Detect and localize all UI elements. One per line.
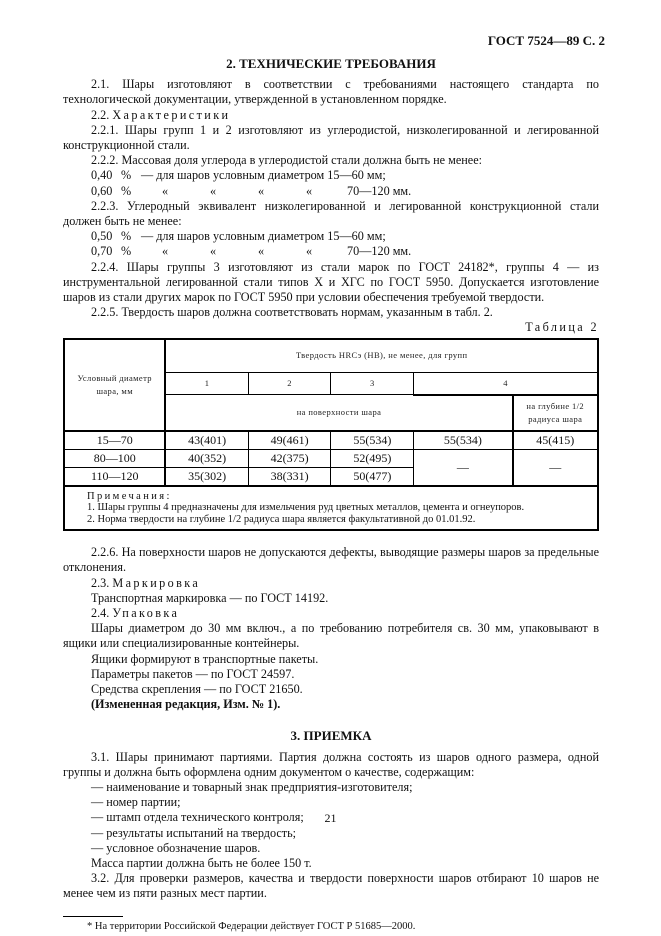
header-group-4: 4	[414, 373, 598, 395]
amendment-note: (Измененная редакция, Изм. № 1).	[91, 697, 281, 712]
subsection-2-2-heading	[63, 108, 599, 123]
table-row: 80—100 40(352) 42(375) 52(495) — —	[64, 449, 598, 467]
note-2: 2. Норма твердости на глубине 1/2 радиуса шара является факультативной до 01.01.92.	[87, 513, 476, 525]
page-number: 21	[324, 811, 337, 825]
list-item: — штамп отдела технического контроля;	[91, 810, 304, 825]
carbon-row-1: 0,40 % — для шаров условным диаметром 15—60 мм;	[91, 168, 386, 183]
subsection-title: Характеристики	[112, 107, 231, 122]
table-row: 15—70 43(401) 49(461) 55(534) 55(534) 45(415)	[64, 431, 598, 450]
header-surface: на поверхности шара	[165, 395, 512, 431]
notes-title: Примечания:	[87, 490, 172, 502]
list-item: — условное обозначение шаров.	[91, 840, 261, 855]
table-caption: Таблица 2	[525, 320, 599, 335]
note-1: 1. Шары группы 4 предназначены для измельчения руд цветных металлов, цемента и огнеупоров.	[87, 502, 525, 514]
paragraph-3-1: 3.1. Шары принимают партиями. Партия должна состоять из шаров одного размера, одной группы и должна быть оформлена одним документом о качестве, содержащим:	[63, 749, 599, 779]
header-group-1: 1	[165, 373, 248, 395]
header-group-3: 3	[331, 373, 414, 395]
paragraph-2-4-boxes: Ящики формируют в транспортные пакеты.	[91, 651, 319, 666]
paragraph-2-4-text: Шары диаметром до 30 мм включ., а по требованию потребителя св. 30 мм, упаковывают в ящики или специализированные контейнеры.	[63, 621, 599, 651]
list-item: — номер партии;	[91, 795, 181, 810]
list-item: — наименование и товарный знак предприятия-изготовителя;	[91, 780, 413, 794]
paragraph-2-1: 2.1. Шары изготовляют в соответствии с требованиями настоящего стандарта по технологической документации, утвержденной в установленном порядке.	[63, 77, 599, 107]
subsection-number: 2.2.	[91, 107, 110, 122]
carbon-row-2: 0,60 % « « « « 70—120 мм.	[91, 183, 412, 198]
document-header: ГОСТ 7524—89 С. 2	[487, 33, 605, 48]
header-depth: на глубине 1/2 радиуса шара	[513, 395, 598, 431]
paragraph-2-2-5: 2.2.5. Твердость шаров должна соответствовать нормам, указанным в табл. 2.	[91, 305, 493, 320]
header-group-2: 2	[248, 373, 331, 395]
paragraph-2-2-3: 2.2.3. Углеродный эквивалент низколегированной и легированной конструкционной стали должен быть не менее:	[63, 198, 599, 229]
equiv-row-1: 0,50 % — для шаров условным диаметром 15—60 мм;	[91, 229, 386, 244]
footnote: * На территории Российской Федерации действует ГОСТ Р 51685—2000.	[87, 920, 416, 932]
page-content	[63, 50, 599, 934]
header-diameter: Условный диаметр шара, мм	[64, 339, 165, 431]
subsection-2-4-heading: 2.4. Упаковка	[91, 605, 180, 620]
section-3-title: 3. ПРИЕМКА	[290, 728, 372, 744]
paragraph-2-4-fasten: Средства скрепления — по ГОСТ 21650.	[91, 681, 303, 696]
hardness-table	[63, 338, 599, 532]
paragraph-2-2-2: 2.2.2. Массовая доля углерода в углеродистой стали должна быть не менее:	[91, 153, 482, 168]
section-2-title: 2. ТЕХНИЧЕСКИЕ ТРЕБОВАНИЯ	[226, 56, 436, 71]
paragraph-3-1-mass: Масса партии должна быть не более 150 т.	[91, 856, 312, 871]
paragraph-2-2-1: 2.2.1. Шары групп 1 и 2 изготовляют из углеродистой, низколегированной и легированной конструкционной стали.	[63, 122, 599, 153]
paragraph-2-4-params: Параметры пакетов — по ГОСТ 24597.	[91, 666, 295, 681]
list-item: — результаты испытаний на твердость;	[91, 825, 297, 840]
table-row: 110—120 35(302) 38(331) 50(477)	[64, 467, 598, 486]
table-notes	[64, 486, 598, 531]
paragraph-2-3-text: Транспортная маркировка — по ГОСТ 14192.	[91, 590, 329, 605]
equiv-row-2: 0,70 % « « « « 70—120 мм.	[91, 244, 412, 259]
header-hardness: Твердость HRCэ (HB), не менее, для групп	[165, 339, 598, 373]
paragraph-2-2-6: 2.2.6. На поверхности шаров не допускаются дефекты, выводящие размеры шаров за предельные отклонения.	[63, 545, 599, 575]
subsection-2-3-heading: 2.3. Маркировка	[91, 575, 201, 590]
footnote-divider	[63, 916, 123, 917]
paragraph-2-2-4: 2.2.4. Шары группы 3 изготовляют из стали марок по ГОСТ 24182*, группы 4 — из инструментальной легированной стали типов Х и ХГС по ГОСТ 5950. Допускается изготовление шаров из стали других марок по ГОСТ 5950 при условии обеспечения требуемой твердости.	[63, 259, 599, 305]
paragraph-3-2: 3.2. Для проверки размеров, качества и твердости поверхности шаров отбирают 10 шаров не менее чем из пяти разных мест партии.	[63, 871, 599, 901]
